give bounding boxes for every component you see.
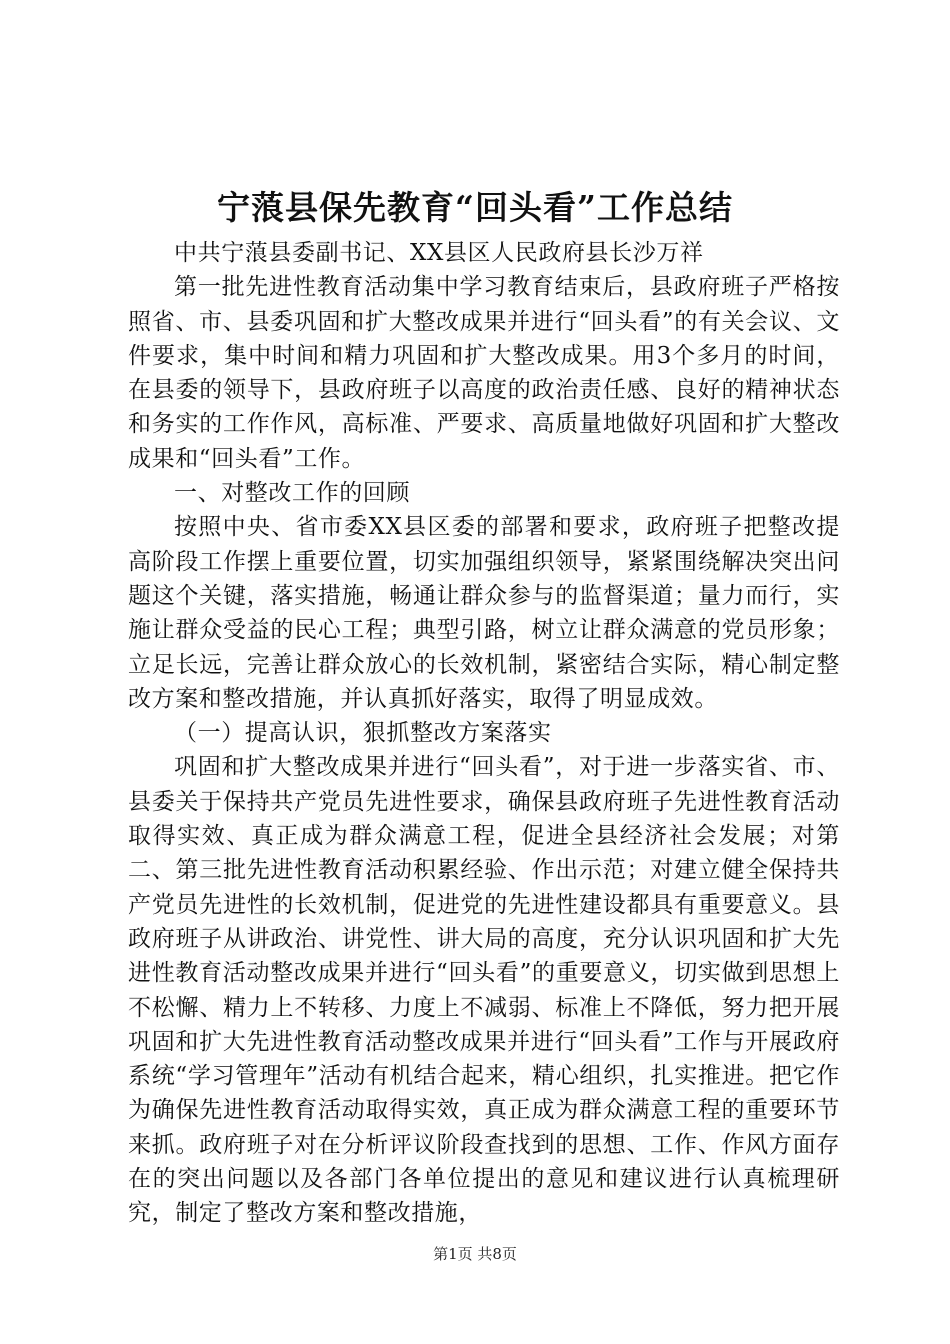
paragraph-intro: 第一批先进性教育活动集中学习教育结束后，县政府班子严格按照省、市、县委巩固和扩大整改成果并进行“回头看”的有关会议、文件要求，集中时间和精力巩固和扩大整改成果。用3个多月的时间，在县委的领导下，县政府班子以高度的政治责任感、良好的精神状态和务实的工作作风，高标准、严要求、高质量地做好巩固和扩大整改成果和“回头看”工作。 (128, 274, 840, 472)
subsection-heading-1: （一）提高认识，狠抓整改方案落实 (174, 720, 552, 747)
author-line: 中共宁蒗县委副书记、XX县区人民政府县长沙万祥 (174, 240, 704, 266)
section-heading-1: 一、对整改工作的回顾 (174, 480, 410, 507)
document-body (128, 236, 840, 1231)
page-footer: 第1页 共8页 (433, 1245, 517, 1263)
paragraph-understanding: 巩固和扩大整改成果并进行“回头看”，对于进一步落实省、市、县委关于保持共产党员先进性要求，确保县政府班子先进性教育活动取得实效、真正成为群众满意工程，促进全县经济社会发展；对第二、第三批先进性教育活动积累经验、作出示范；对建立健全保持共产党员先进性的长效机制，促进党的先进性建设都具有重要意义。县政府班子从讲政治、讲党性、讲大局的高度，充分认识巩固和扩大先进性教育活动整改成果并进行“回头看”的重要意义，切实做到思想上不松懈、精力上不转移、力度上不减弱、标准上不降低，努力把开展巩固和扩大先进性教育活动整改成果并进行“回头看”工作与开展政府系统“学习管理年”活动有机结合起来，精心组织，扎实推进。把它作为确保先进性教育活动取得实效，真正成为群众满意工程的重要环节来抓。政府班子对在分析评议阶段查找到的思想、工作、作风方面存在的突出问题以及各部门各单位提出的意见和建议进行认真梳理研究，制定了整改方案和整改措施， (128, 754, 840, 1227)
document-title: 宁蒗县保先教育“回头看”工作总结 (217, 188, 733, 227)
paragraph-review: 按照中央、省市委XX县区委的部署和要求，政府班子把整改提高阶段工作摆上重要位置，切实加强组织领导，紧紧围绕解决突出问题这个关键，落实措施，畅通让群众参与的监督渠道；量力而行，实施让群众受益的民心工程；典型引路，树立让群众满意的党员形象；立足长远，完善让群众放心的长效机制，紧密结合实际，精心制定整改方案和整改措施，并认真抓好落实，取得了明显成效。 (128, 514, 840, 712)
